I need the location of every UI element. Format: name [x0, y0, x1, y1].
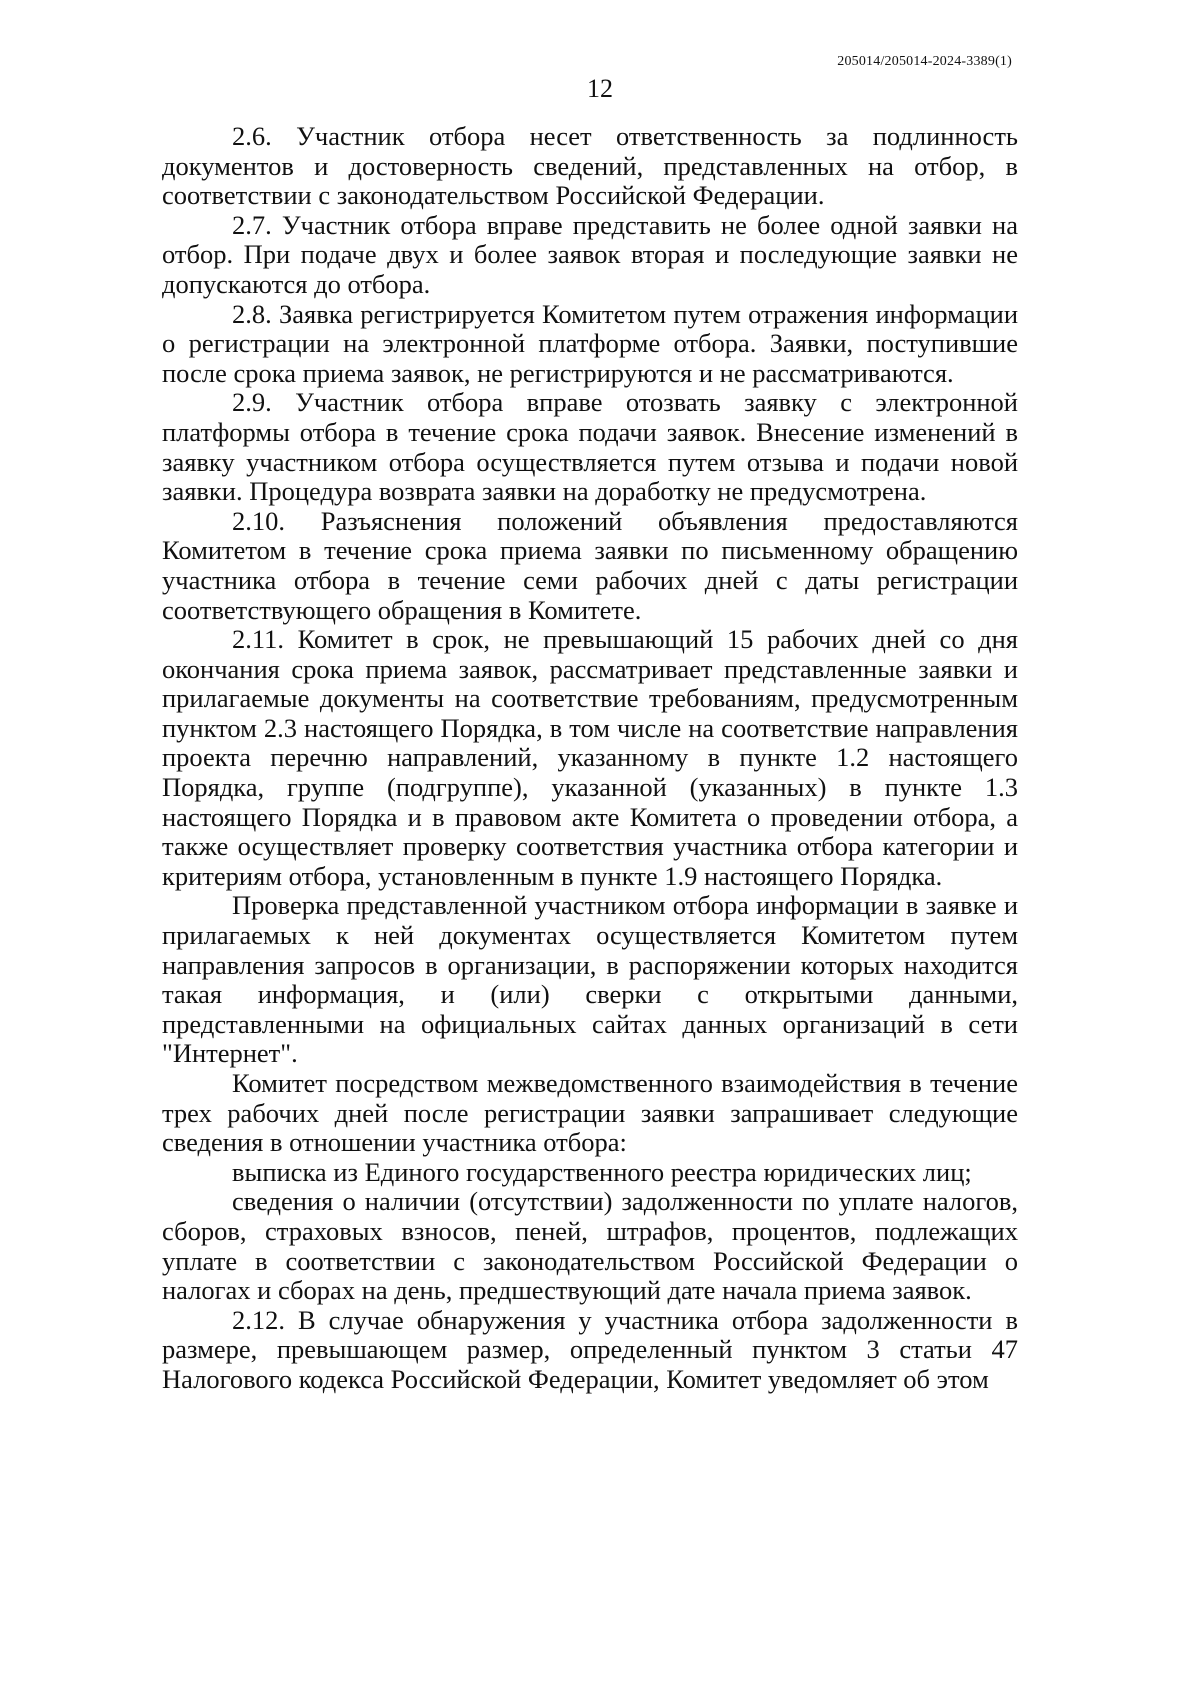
- list-item-egrul-extract: выписка из Единого государственного реестра юридических лиц;: [232, 1156, 972, 1187]
- paragraph-2-6: 2.6. Участник отбора несет ответственность за подлинность документов и достоверность сведений, представленных на отбор, в соответствии с законодательством Российской Федерации.: [162, 121, 1018, 211]
- list-item-tax-debt-info: сведения о наличии (отсутствии) задолженности по уплате налогов, сборов, страховых взносов, пеней, штрафов, процентов, подлежащих уплате в соответствии с законодательством Российской Федерации о налогах и сборах на день, предшествующий дате начала приема заявок.: [162, 1186, 1018, 1306]
- paragraph-interagency-request: Комитет посредством межведомственного взаимодействия в течение трех рабочих дней после регистрации заявки запрашивает следующие сведения в отношении участника отбора:: [162, 1068, 1018, 1158]
- document-id: 205014/205014-2024-3389(1): [837, 54, 1012, 69]
- paragraph-2-9: 2.9. Участник отбора вправе отозвать заявку с электронной платформы отбора в течение срока подачи заявок. Внесение изменений в заявку участником отбора осуществляется путем отзыва и подачи новой заявки. Процедура возврата заявки на доработку не предусмотрена.: [162, 387, 1018, 507]
- page-number: 12: [587, 74, 613, 103]
- paragraph-2-11: 2.11. Комитет в срок, не превышающий 15 рабочих дней со дня окончания срока приема заявок, рассматривает представленные заявки и прилагаемые документы на соответствие требованиям, предусмотренным пунктом 2.3 настоящего Порядка, в том числе на соответствие направления проекта перечню направлений, указанному в пункте 1.2 настоящего Порядка, группе (подгруппе), указанной (указанных) в пункте 1.3 настоящего Порядка и в правовом акте Комитета о проведении отбора, а также осуществляет проверку соответствия участника отбора категории и критериям отбора, установленным в пункте 1.9 настоящего Порядка.: [162, 624, 1018, 891]
- paragraph-2-10: 2.10. Разъяснения положений объявления предоставляются Комитетом в течение срока приема заявки по письменному обращению участника отбора в течение семи рабочих дней с даты регистрации соответствующего обращения в Комитете.: [162, 505, 1018, 625]
- paragraph-2-7: 2.7. Участник отбора вправе представить не более одной заявки на отбор. При подаче двух и более заявок вторая и последующие заявки не допускаются до отбора.: [162, 209, 1018, 299]
- paragraph-2-8: 2.8. Заявка регистрируется Комитетом путем отражения информации о регистрации на электронной платформе отбора. Заявки, поступившие после срока приема заявок, не регистрируются и не рассматриваются.: [162, 298, 1018, 388]
- paragraph-2-12: 2.12. В случае обнаружения у участника отбора задолженности в размере, превышающем размер, определенный пунктом 3 статьи 47 Налогового кодекса Российской Федерации, Комитет уведомляет об этом: [162, 1304, 1018, 1394]
- document-body: [162, 122, 1018, 1395]
- paragraph-verification: Проверка представленной участником отбора информации в заявке и прилагаемых к ней документах осуществляется Комитетом путем направления запросов в организации, в распоряжении которых находится такая информация, и (или) сверки с открытыми данными, представленными на официальных сайтах данных организаций в сети "Интернет".: [162, 890, 1018, 1069]
